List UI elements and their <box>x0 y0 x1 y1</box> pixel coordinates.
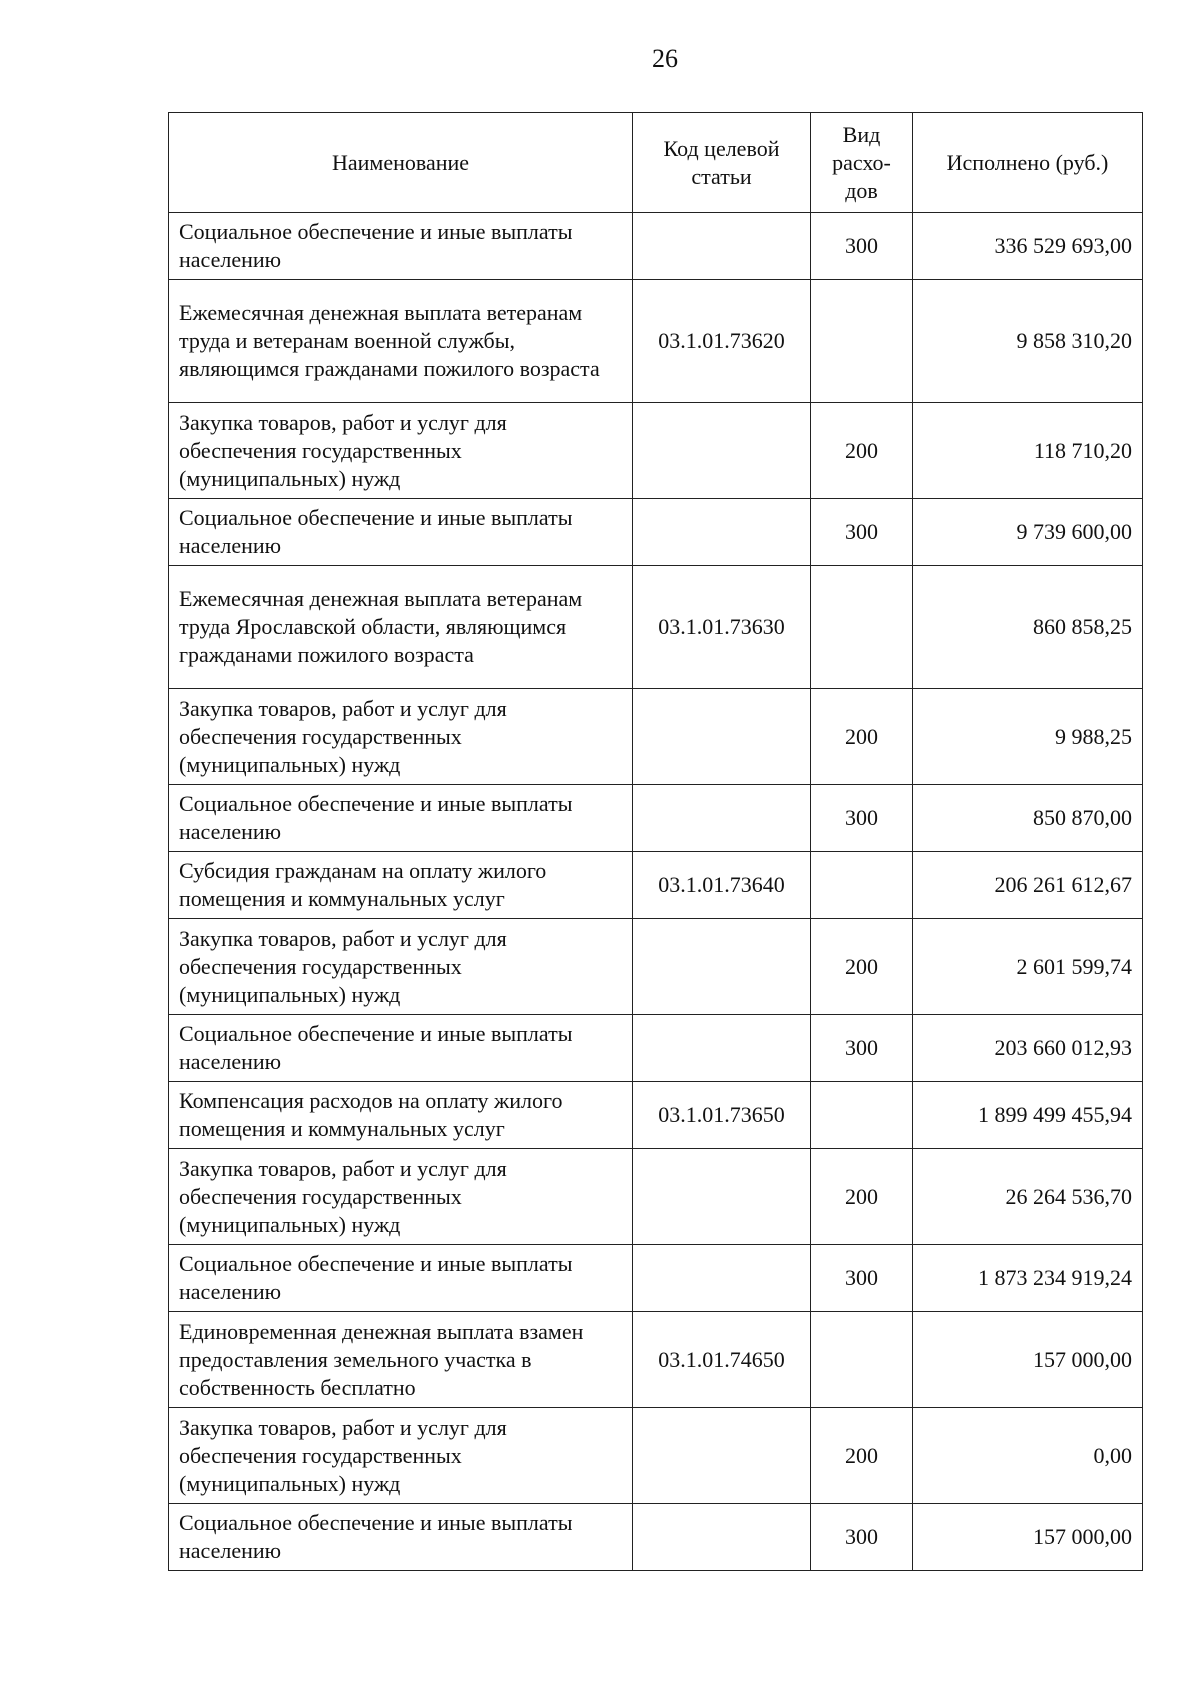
cell-amount: 203 660 012,93 <box>913 1015 1143 1082</box>
cell-name: Компенсация расходов на оплату жилого помещения и коммунальных услуг <box>169 1082 633 1149</box>
cell-kind <box>811 280 913 403</box>
cell-kind: 300 <box>811 499 913 566</box>
expenditure-table <box>168 112 1143 1571</box>
cell-amount: 1 873 234 919,24 <box>913 1245 1143 1312</box>
cell-code <box>633 919 811 1015</box>
cell-amount: 336 529 693,00 <box>913 213 1143 280</box>
cell-amount: 157 000,00 <box>913 1312 1143 1408</box>
cell-code <box>633 499 811 566</box>
cell-name: Закупка товаров, работ и услуг для обеспечения государственных (муниципальных) нужд <box>169 689 633 785</box>
cell-amount: 9 739 600,00 <box>913 499 1143 566</box>
cell-kind: 300 <box>811 1504 913 1571</box>
cell-amount: 26 264 536,70 <box>913 1149 1143 1245</box>
cell-code: 03.1.01.74650 <box>633 1312 811 1408</box>
cell-code: 03.1.01.73650 <box>633 1082 811 1149</box>
cell-name: Социальное обеспечение и иные выплаты населению <box>169 785 633 852</box>
cell-name: Закупка товаров, работ и услуг для обеспечения государственных (муниципальных) нужд <box>169 919 633 1015</box>
cell-amount: 206 261 612,67 <box>913 852 1143 919</box>
table-row <box>169 689 1143 785</box>
cell-code: 03.1.01.73620 <box>633 280 811 403</box>
table-row <box>169 919 1143 1015</box>
cell-name: Социальное обеспечение и иные выплаты населению <box>169 1015 633 1082</box>
cell-name: Закупка товаров, работ и услуг для обеспечения государственных (муниципальных) нужд <box>169 403 633 499</box>
table-row <box>169 852 1143 919</box>
cell-code <box>633 785 811 852</box>
cell-kind <box>811 566 913 689</box>
cell-kind: 300 <box>811 785 913 852</box>
page-number: 26 <box>652 44 678 73</box>
cell-kind: 200 <box>811 919 913 1015</box>
table-row <box>169 280 1143 403</box>
cell-name: Закупка товаров, работ и услуг для обеспечения государственных (муниципальных) нужд <box>169 1149 633 1245</box>
cell-code <box>633 213 811 280</box>
header-name: Наименование <box>169 113 633 213</box>
cell-kind: 200 <box>811 1408 913 1504</box>
cell-kind: 200 <box>811 1149 913 1245</box>
cell-code: 03.1.01.73630 <box>633 566 811 689</box>
table-row <box>169 1149 1143 1245</box>
cell-amount: 157 000,00 <box>913 1504 1143 1571</box>
cell-name: Социальное обеспечение и иные выплаты населению <box>169 1245 633 1312</box>
cell-code <box>633 403 811 499</box>
cell-amount: 0,00 <box>913 1408 1143 1504</box>
cell-code <box>633 1149 811 1245</box>
cell-name: Ежемесячная денежная выплата ветеранам труда Ярославской области, являющимся гражданами пожилого возраста <box>169 566 633 689</box>
table-row <box>169 1408 1143 1504</box>
cell-amount: 2 601 599,74 <box>913 919 1143 1015</box>
cell-amount: 9 858 310,20 <box>913 280 1143 403</box>
table-body <box>169 213 1143 1571</box>
table-row <box>169 1082 1143 1149</box>
cell-name: Социальное обеспечение и иные выплаты населению <box>169 499 633 566</box>
cell-code <box>633 689 811 785</box>
cell-code <box>633 1015 811 1082</box>
table-row <box>169 499 1143 566</box>
cell-kind: 200 <box>811 689 913 785</box>
cell-code <box>633 1245 811 1312</box>
cell-amount: 860 858,25 <box>913 566 1143 689</box>
table-header <box>169 113 1143 213</box>
cell-name: Ежемесячная денежная выплата ветеранам труда и ветеранам военной службы, являющимся гражданами пожилого возраста <box>169 280 633 403</box>
cell-code: 03.1.01.73640 <box>633 852 811 919</box>
table-row <box>169 213 1143 280</box>
header-amount: Исполнено (руб.) <box>913 113 1143 213</box>
header-kind: Вид расхо-дов <box>811 113 913 213</box>
table-row <box>169 1504 1143 1571</box>
header-code: Код целевой статьи <box>633 113 811 213</box>
cell-kind: 200 <box>811 403 913 499</box>
cell-amount: 9 988,25 <box>913 689 1143 785</box>
cell-kind: 300 <box>811 1015 913 1082</box>
cell-code <box>633 1408 811 1504</box>
table-row <box>169 1245 1143 1312</box>
cell-name: Закупка товаров, работ и услуг для обеспечения государственных (муниципальных) нужд <box>169 1408 633 1504</box>
cell-kind <box>811 1312 913 1408</box>
cell-amount: 1 899 499 455,94 <box>913 1082 1143 1149</box>
cell-kind: 300 <box>811 213 913 280</box>
cell-name: Субсидия гражданам на оплату жилого помещения и коммунальных услуг <box>169 852 633 919</box>
table-row <box>169 1312 1143 1408</box>
table-row <box>169 785 1143 852</box>
cell-amount: 850 870,00 <box>913 785 1143 852</box>
cell-kind <box>811 852 913 919</box>
cell-name: Социальное обеспечение и иные выплаты населению <box>169 213 633 280</box>
table-row <box>169 1015 1143 1082</box>
cell-amount: 118 710,20 <box>913 403 1143 499</box>
table-row <box>169 566 1143 689</box>
cell-name: Единовременная денежная выплата взамен предоставления земельного участка в собственность бесплатно <box>169 1312 633 1408</box>
cell-name: Социальное обеспечение и иные выплаты населению <box>169 1504 633 1571</box>
cell-code <box>633 1504 811 1571</box>
cell-kind: 300 <box>811 1245 913 1312</box>
cell-kind <box>811 1082 913 1149</box>
table-row <box>169 403 1143 499</box>
